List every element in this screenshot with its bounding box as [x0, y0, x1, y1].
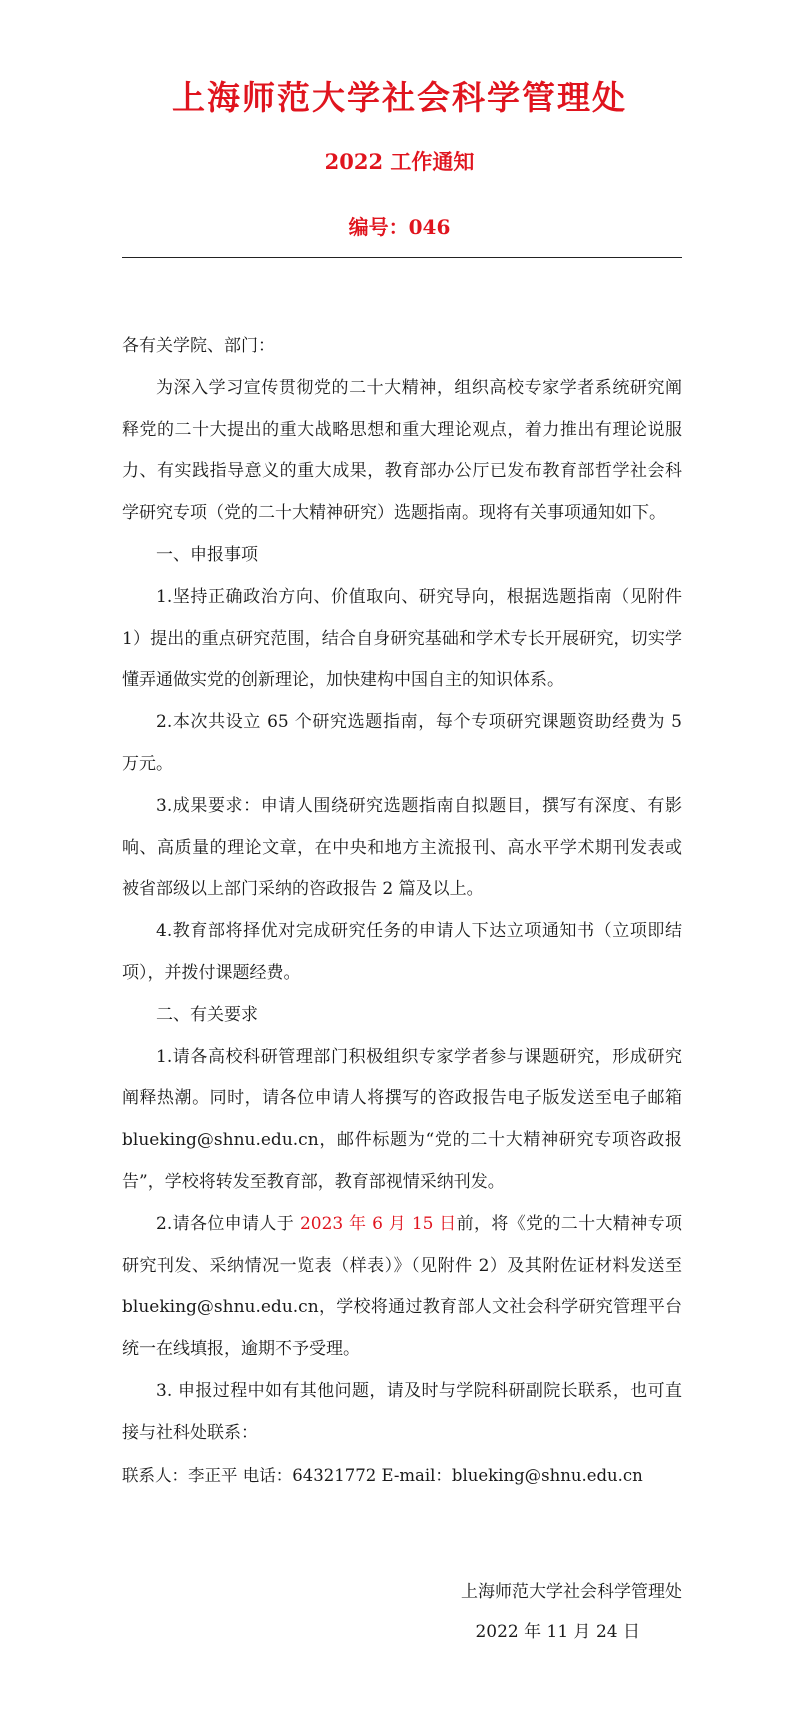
section2-item-1: 1.请各高校科研管理部门积极组织专家学者参与课题研究，形成研究阐释热潮。同时，请各位申请人将撰写的咨政报告电子版发送至电子邮箱 blueking@shnu.edu.cn，邮件标题为“党的二十大精神研究专项咨政报告”，学校将转发至教育部，教育部视情采纳刊发。	[122, 1046, 682, 1192]
notice-title: 2022 工作通知	[324, 149, 475, 174]
section2-item-2-lead: 2.请各位申请人于	[156, 1213, 300, 1234]
section2-heading: 二、有关要求	[156, 1004, 258, 1025]
section1-item-2: 2.本次共设立 65 个研究选题指南，每个专项研究课题资助经费为 5 万元。	[122, 712, 682, 774]
section2-item-2	[122, 1204, 682, 1371]
signature-organization: 上海师范大学社会科学管理处	[461, 1582, 682, 1602]
header-divider	[122, 257, 682, 258]
organization-title: 上海师范大学社会科学管理处	[172, 78, 627, 117]
contact-line: 联系人：李正平 电话：64321772 E-mail：blueking@shnu.edu.cn	[122, 1465, 643, 1485]
section1-item-3: 3.成果要求：申请人围绕研究选题指南自拟题目，撰写有深度、有影响、高质量的理论文章，在中央和地方主流报刊、高水平学术期刊发表或被省部级以上部门采纳的咨政报告 2 篇及以上。	[122, 795, 682, 900]
intro-paragraph: 为深入学习宣传贯彻党的二十大精神，组织高校专家学者系统研究阐释党的二十大提出的重大战略思想和重大理论观点，着力推出有理论说服力、有实践指导意义的重大成果，教育部办公厅已发布教育部哲学社会科学研究专项（党的二十大精神研究）选题指南。现将有关事项通知如下。	[122, 377, 682, 524]
signature-block	[122, 1572, 682, 1652]
section1-item-4: 4.教育部将择优对完成研究任务的申请人下达立项通知书（立项即结项），并拨付课题经费。	[122, 921, 682, 983]
section1-item-1: 1.坚持正确政治方向、价值取向、研究导向，根据选题指南（见附件 1）提出的重点研究范围，结合自身研究基础和学术专长开展研究，切实学懂弄通做实党的创新理论，加快建构中国自主的知识体系。	[122, 586, 682, 691]
document-body	[122, 326, 682, 1496]
section1-heading: 一、申报事项	[156, 544, 258, 565]
salutation: 各有关学院、部门：	[122, 336, 275, 356]
signature-date: 2022 年 11 月 24 日	[475, 1622, 640, 1642]
section2-item-2-rest: 前，将《党的二十大精神专项研究刊发、采纳情况一览表（样表）》（见附件 2）及其附佐证材料发送至 blueking@shnu.edu.cn，学校将通过教育部人文社会科学研究管理平台统一在线填报，逾期不予受理。	[122, 1213, 683, 1360]
deadline-date: 2023 年 6 月 15 日	[299, 1213, 457, 1234]
serial-number: 编号：046	[348, 215, 451, 239]
section2-item-3: 3. 申报过程中如有其他问题，请及时与学院科研副院长联系，也可直接与社科处联系：	[122, 1380, 682, 1443]
